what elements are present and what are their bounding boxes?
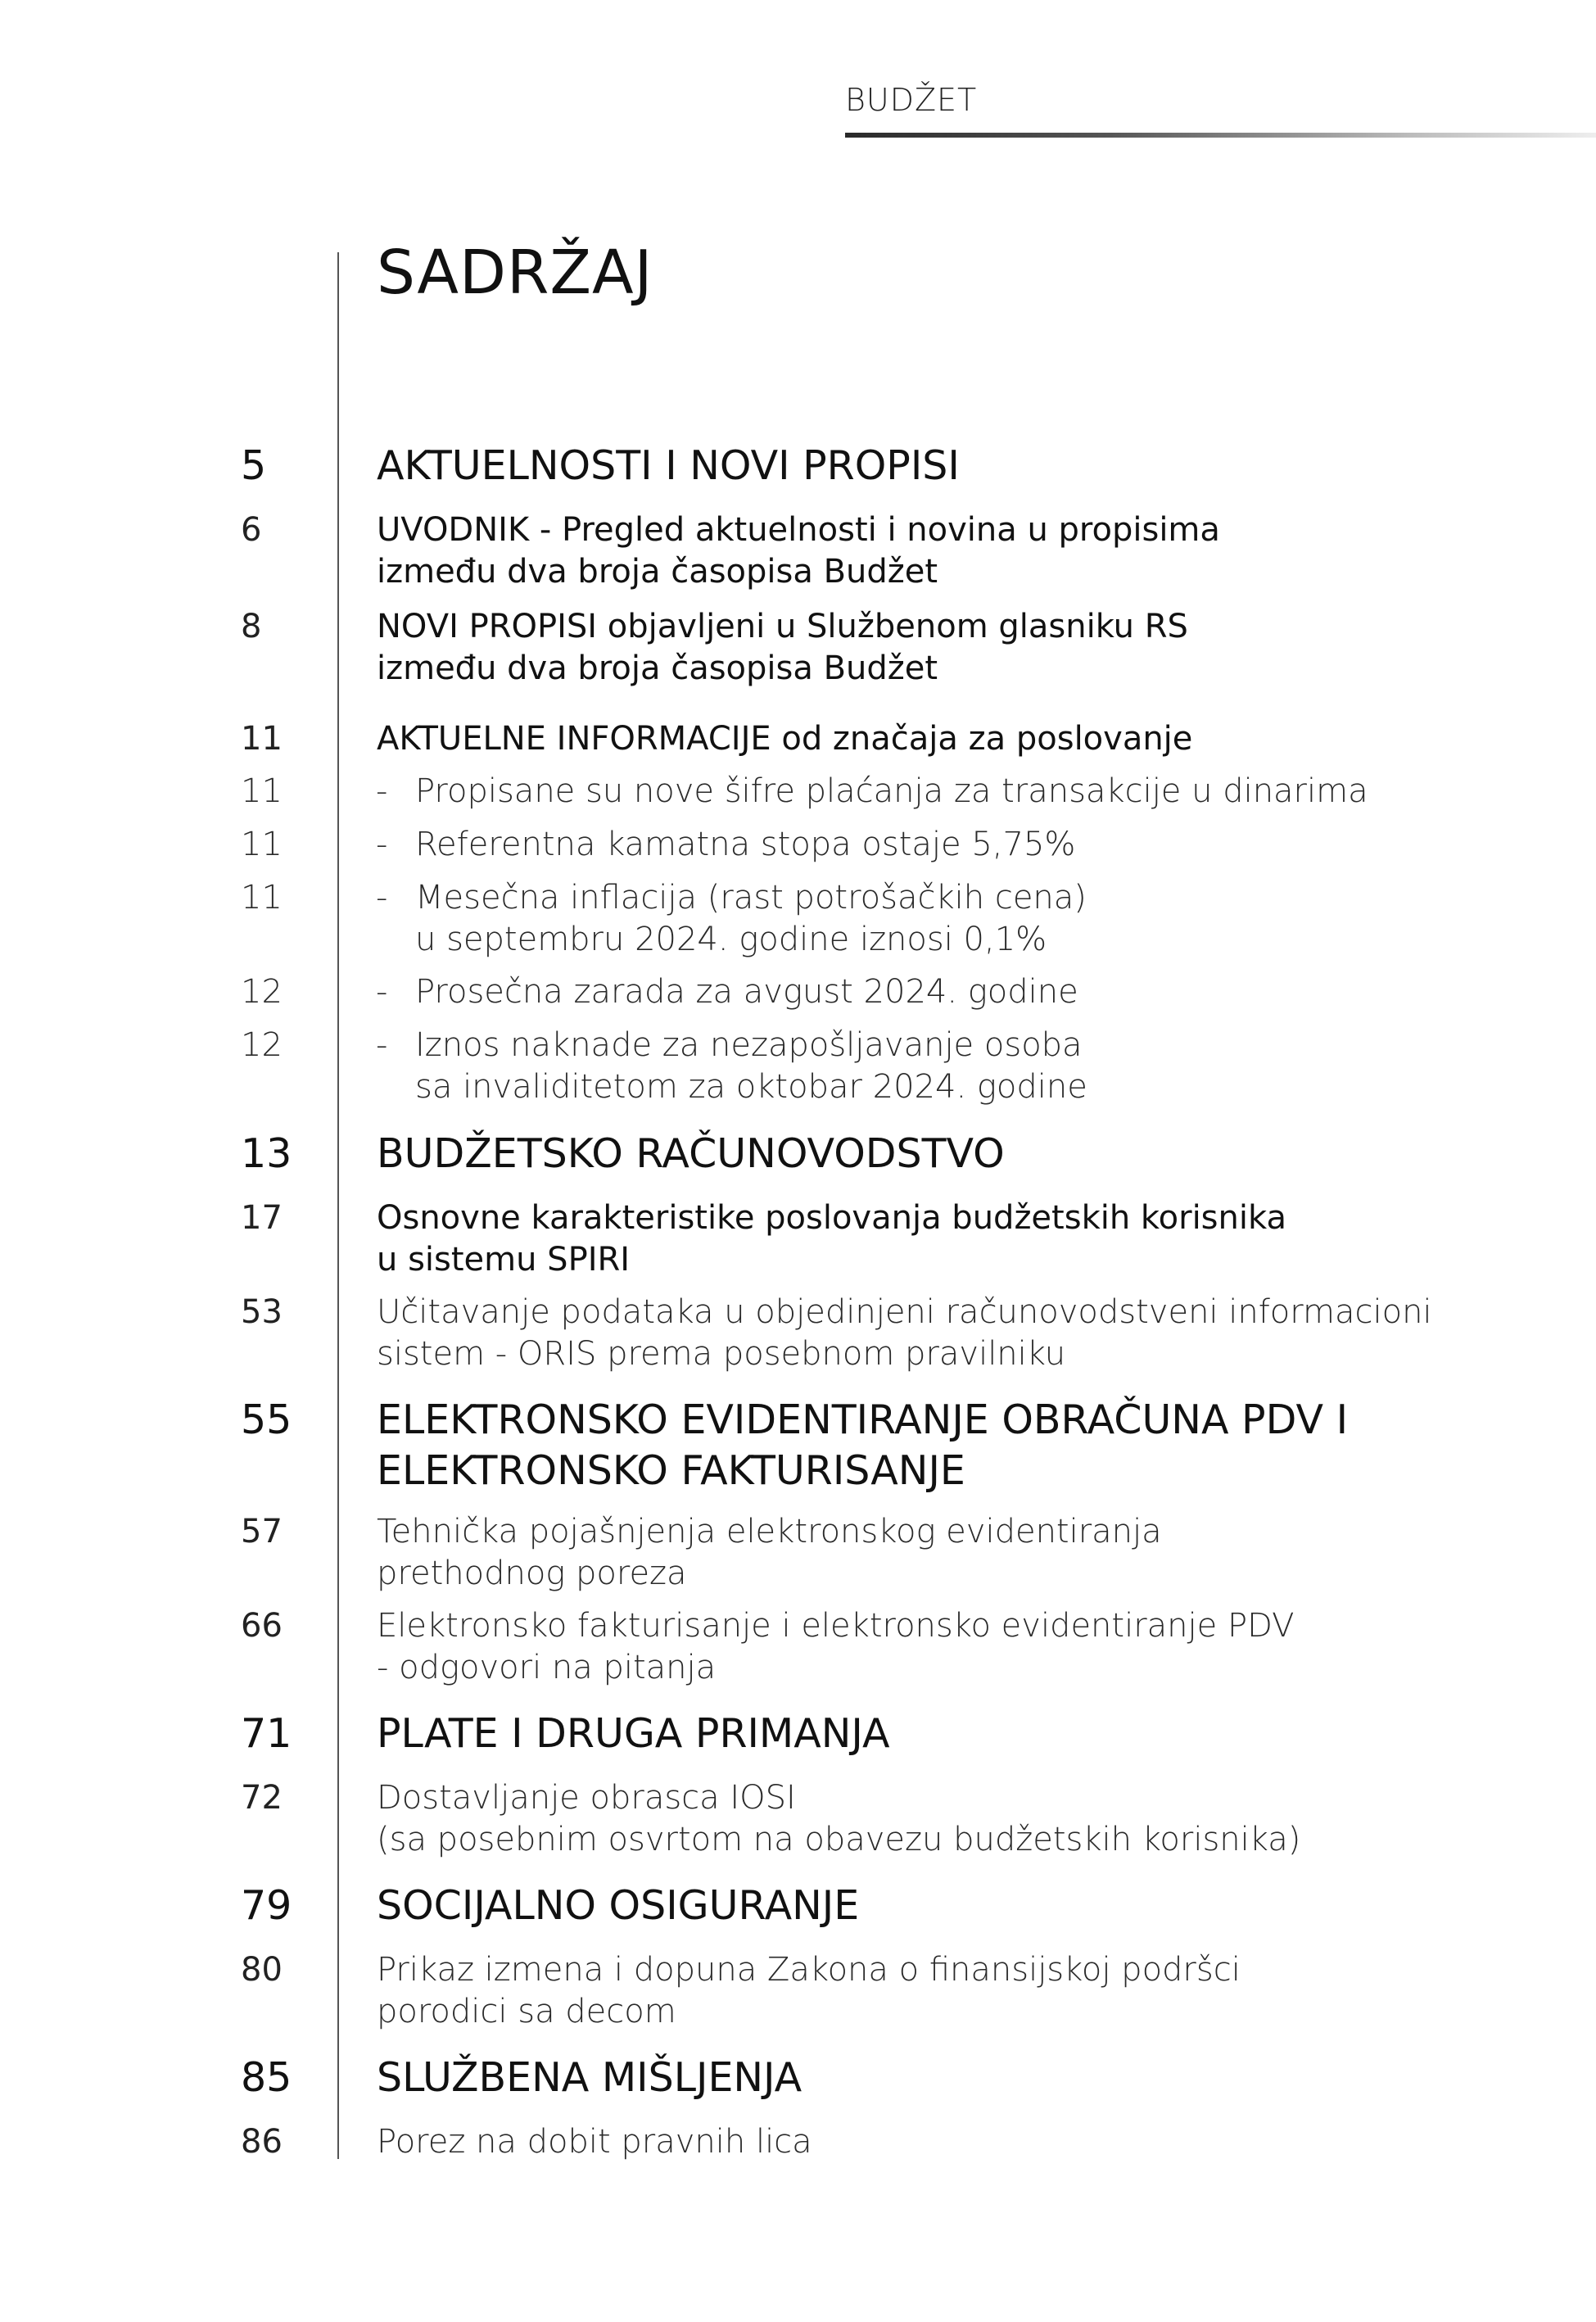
- toc-section-title: SOCIJALNO OSIGURANJE: [377, 1882, 860, 1929]
- toc-entry-title: UVODNIK - Pregled aktuelnosti i novina u propisima između dva broja časopisa Budžet: [377, 511, 1220, 591]
- toc-subentry-title: - Iznos naknade za nezapošljavanje osoba sa invaliditetom za oktobar 2024. godine: [376, 1026, 1087, 1106]
- toc-page-number: 85: [241, 2054, 292, 2101]
- toc-page-number: 55: [241, 1396, 292, 1443]
- toc-page-number: 72: [241, 1779, 283, 1817]
- toc-page-number: 17: [241, 1199, 283, 1237]
- toc-entry-title: Prikaz izmena i dopuna Zakona o finansijskoj podršci porodici sa decom: [377, 1951, 1241, 2030]
- toc-entry-title: NOVI PROPISI objavljeni u Službenom glasniku RS između dva broja časopisa Budžet: [377, 608, 1188, 687]
- toc-section-title: AKTUELNOSTI I NOVI PROPISI: [377, 442, 960, 489]
- toc-subentry-title: - Prosečna zarada za avgust 2024. godine: [415, 971, 1512, 1013]
- toc-section-title: PLATE I DRUGA PRIMANJA: [377, 1710, 890, 1757]
- toc-page-number: 13: [241, 1130, 292, 1177]
- toc-page-number: 11: [241, 720, 283, 758]
- toc-page-number: 80: [241, 1951, 283, 1989]
- toc-page-number: 6: [241, 511, 262, 549]
- dash-bullet: -: [376, 973, 388, 1011]
- header-rule: [845, 133, 1596, 138]
- toc-entry-title: Elektronsko fakturisanje i elektronsko evidentiranje PDV - odgovori na pitanja: [377, 1607, 1295, 1686]
- dash-bullet: -: [376, 1026, 388, 1064]
- toc-entry-title: AKTUELNE INFORMACIJE od značaja za poslovanje: [377, 720, 1193, 758]
- toc-page-number: 12: [241, 973, 283, 1011]
- toc-page-number: 12: [241, 1026, 283, 1064]
- toc-subentry-title: - Mesečna inflacija (rast potrošačkih cena) u septembru 2024. godine iznosi 0,1%: [376, 879, 1087, 958]
- toc-page-number: 11: [241, 826, 283, 863]
- dash-bullet: -: [376, 772, 388, 810]
- toc-entry-title: Dostavljanje obrasca IOSI (sa posebnim osvrtom na obavezu budžetskih korisnika): [377, 1779, 1301, 1858]
- toc-page-number: 66: [241, 1607, 283, 1645]
- toc-section-title: ELEKTRONSKO EVIDENTIRANJE OBRAČUNA PDV I ELEKTRONSKO FAKTURISANJE: [377, 1396, 1349, 1494]
- toc-subentry-title: - Referentna kamatna stopa ostaje 5,75%: [415, 824, 1512, 866]
- toc-page-number: 8: [241, 608, 262, 645]
- toc-entry-title: Osnovne karakteristike poslovanja budžetskih korisnika u sistemu SPIRI: [377, 1199, 1286, 1279]
- vertical-divider: [337, 252, 339, 2159]
- dash-bullet: -: [376, 826, 388, 863]
- toc-page-number: 57: [241, 1513, 283, 1550]
- toc-page-number: 86: [241, 2123, 283, 2161]
- toc-page-number: 79: [241, 1882, 292, 1929]
- toc-subentry-title: - Propisane su nove šifre plaćanja za transakcije u dinarima: [415, 771, 1512, 812]
- toc-entry-title: Učitavanje podataka u objedinjeni računovodstveni informacioni sistem - ORIS prema posebnom pravilniku: [377, 1293, 1432, 1373]
- toc-section-title: SLUŽBENA MIŠLJENJA: [377, 2054, 803, 2101]
- toc-section-title: BUDŽETSKO RAČUNOVODSTVO: [377, 1130, 1005, 1177]
- toc-page-number: 11: [241, 772, 283, 810]
- toc-page-number: 11: [241, 879, 283, 917]
- toc-entry-title: Porez na dobit pravnih lica: [377, 2123, 812, 2161]
- toc-page-number: 71: [241, 1710, 292, 1757]
- toc-page-number: 5: [241, 442, 267, 489]
- header-label: BUDŽET: [845, 82, 978, 118]
- page-title: SADRŽAJ: [377, 238, 653, 308]
- toc-page-number: 53: [241, 1293, 283, 1331]
- toc-entry-title: Tehnička pojašnjenja elektronskog evidentiranja prethodnog poreza: [377, 1513, 1162, 1592]
- dash-bullet: -: [376, 879, 388, 917]
